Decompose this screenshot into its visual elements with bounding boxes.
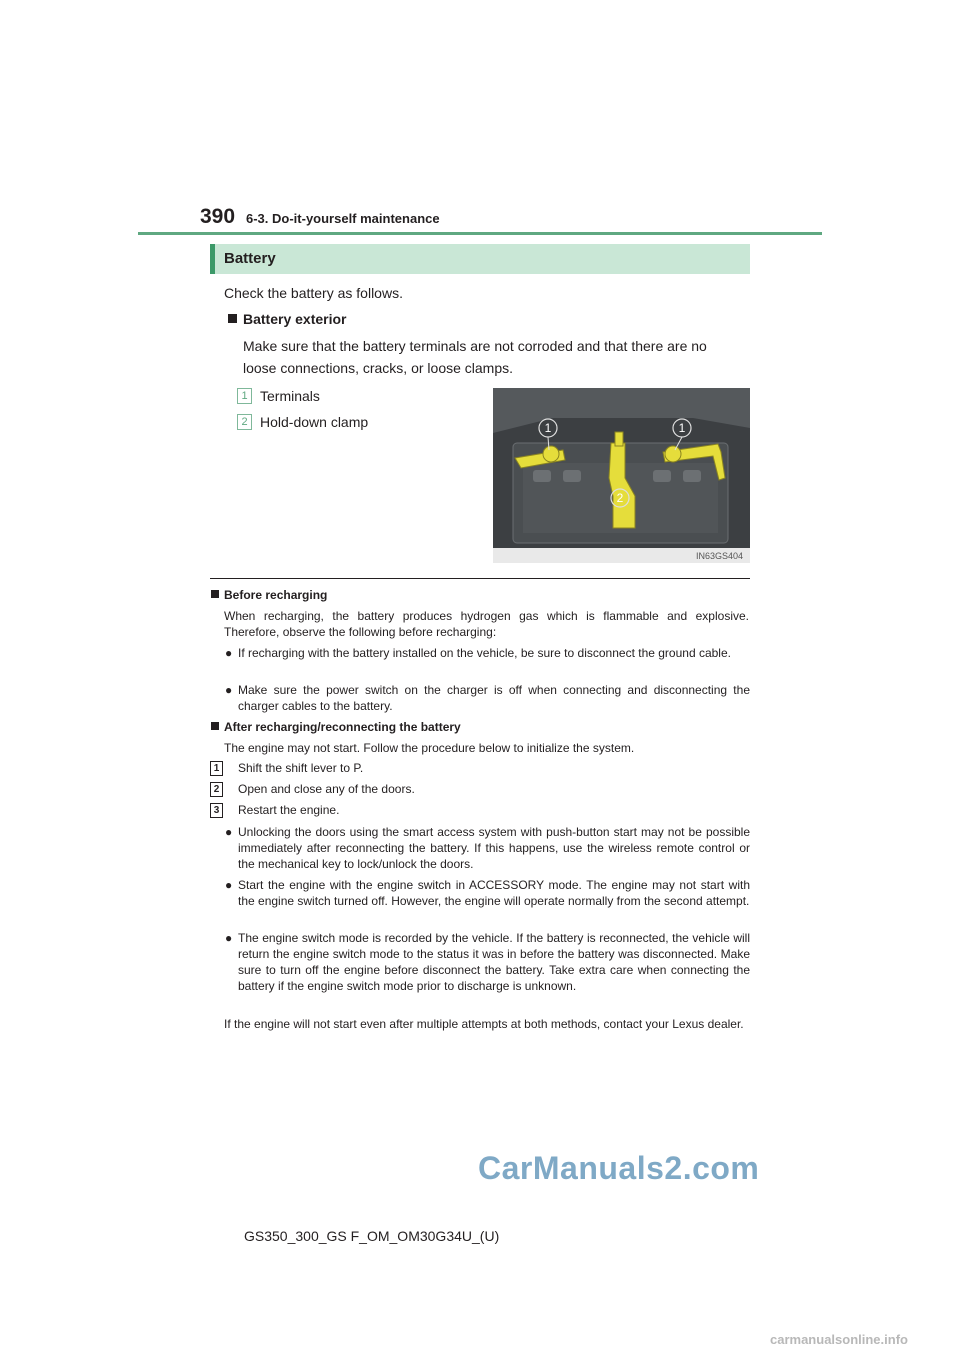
header-rule [138,232,822,235]
section-bar-accent [210,244,215,274]
section-bar-title: Battery [224,250,276,267]
item-label-terminals: Terminals [260,388,320,404]
square-bullet-icon [211,722,219,730]
after-recharging-text: The engine may not start. Follow the procedure below to initialize the system. [224,741,635,755]
section-divider [210,578,750,579]
bullet-dot-icon: ● [225,825,233,839]
callout-label: 2 [616,491,624,505]
after-bullet: ● Unlocking the doors using the smart access system with push-button start may not be possible immediately after reconnecting the battery. If this happens, use the wireless remote control or the mechanical key to lock/unlock the doors. [225,825,750,871]
callout-label: 1 [678,421,686,435]
after-bullet: ● The engine switch mode is recorded by the vehicle. If the battery is reconnected, the vehicle will return the engine switch mode to the status it was in before the battery was disconnected. Make sure to turn off the engine before disconnect the battery. Take extra care when connecting the battery if the engine switch mode prior to discharge is unknown. [225,931,750,993]
bullet-dot-icon: ● [225,878,233,892]
diagram-code: IN63GS404 [695,551,743,561]
after-recharging-heading: After recharging/reconnecting the battery [211,720,461,734]
after-bullet: ● Start the engine with the engine switch in ACCESSORY mode. The engine may not start with the engine switch turned off. However, the engine will operate normally from the second attempt. [225,878,750,908]
step-text: Shift the shift lever to P. [238,761,364,775]
square-bullet-icon [228,314,237,323]
exterior-text-line1: Make sure that the battery terminals are not corroded and that there are no [243,338,707,354]
step-number-badge: 2 [210,782,223,797]
before-bullet: ● Make sure the power switch on the charger is off when connecting and disconnecting the charger cables to the battery. [225,683,750,713]
battery-diagram [493,388,750,563]
before-recharging-text: When recharging, the battery produces hydrogen gas which is flammable and explosive. Therefore, observe the following before recharging: [224,609,749,639]
exterior-heading: Battery exterior [228,308,347,330]
section-title: 6-3. Do-it-yourself maintenance [246,211,440,226]
step-text: Open and close any of the doors. [238,782,415,796]
page-number: 390 [200,205,236,228]
step-number-badge: 1 [210,761,223,776]
intro-text: Check the battery as follows. [224,285,403,301]
closing-text: If the engine will not start even after multiple attempts at both methods, contact your Lexus dealer. [224,1017,744,1031]
bullet-dot-icon: ● [225,931,233,945]
square-bullet-icon [211,590,219,598]
before-recharging-heading: Before recharging [211,588,327,602]
step-text: Restart the engine. [238,803,340,817]
exterior-text-line2: loose connections, cracks, or loose clamps. [243,360,514,376]
watermark-logo: CarManuals2.com [478,1150,760,1186]
section-bar [210,244,750,274]
item-number-badge: 1 [237,388,252,404]
battery-illustration [493,388,750,563]
item-label-hold-down-clamp: Hold-down clamp [260,414,369,430]
step-number-badge: 3 [210,803,223,818]
before-bullet: ● If recharging with the battery installed on the vehicle, be sure to disconnect the ground cable. [225,646,731,660]
callout-label: 1 [544,421,552,435]
watermark-site: carmanualsonline.info [770,1332,908,1347]
bullet-dot-icon: ● [225,646,233,660]
bullet-dot-icon: ● [225,683,233,697]
footer-code: GS350_300_GS F_OM_OM30G34U_(U) [244,1228,500,1244]
item-number-badge: 2 [237,414,252,430]
